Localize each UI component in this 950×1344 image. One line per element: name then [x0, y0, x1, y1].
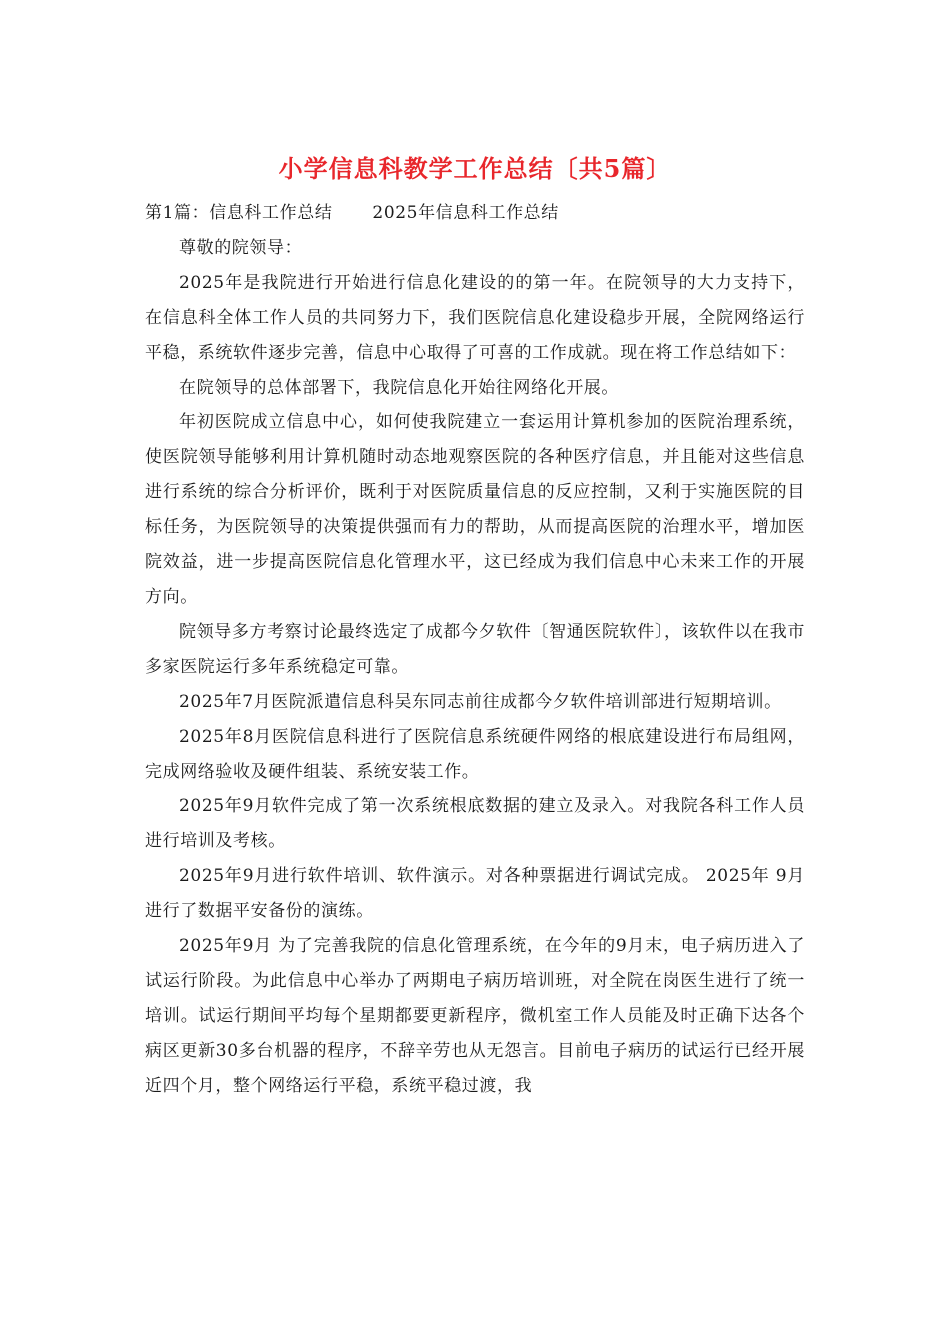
paragraph: 2025年7月医院派遣信息科吴东同志前往成都今夕软件培训部进行短期培训。 [179, 691, 782, 712]
paragraph-intro: 2025年是我院进行开始进行信息化建设的的第一年。在院领导的大力支持下，在信息科全体工作人员的共同努力下，我们医院信息化建设稳步开展，全院网络运行平稳，系统软件逐步完善，信息中心取得了可喜的工作成就。现在将工作总结如下： [145, 272, 805, 363]
paragraph: 2025年8月医院信息科进行了医院信息系统硬件网络的根底建设进行布局组网，完成网络验收及硬件组装、系统安装工作。 [145, 726, 805, 782]
document-body [145, 196, 805, 1104]
paragraph: 在院领导的总体部署下，我院信息化开始往网络化开展。 [179, 377, 619, 398]
section-part-subtitle: 2025年信息科工作总结 [372, 203, 559, 223]
paragraph: 2025年9月软件完成了第一次系统根底数据的建立及录入。对我院各科工作人员进行培训及考核。 [145, 796, 805, 852]
paragraph: 2025年9月进行软件培训、软件演示。对各种票据进行调试完成。 2025年 9月进行了数据平安备份的演练。 [145, 866, 805, 922]
section-heading [145, 196, 805, 231]
paragraph: 年初医院成立信息中心，如何使我院建立一套运用计算机参加的医院治理系统，使医院领导能够利用计算机随时动态地观察医院的各种医疗信息，并且能对这些信息进行系统的综合分析评价，既利于对医院质量信息的反应控制，又利于实施医院的目标任务，为医院领导的决策提供强而有力的帮助，从而提高医院的治理水平，增加医院效益，进一步提高医院信息化管理水平，这已经成为我们信息中心未来工作的开展方向。 [145, 412, 805, 607]
document-title: 小学信息科教学工作总结〔共5篇〕 [278, 154, 672, 183]
section-part-label: 第1篇：信息科工作总结 [145, 203, 333, 223]
salutation: 尊敬的院领导： [179, 237, 303, 258]
paragraph: 院领导多方考察讨论最终选定了成都今夕软件〔智通医院软件〕，该软件以在我市多家医院运行多年系统稳定可靠。 [145, 621, 805, 677]
paragraph: 2025年9月 为了完善我院的信息化管理系统，在今年的9月末，电子病历进入了试运行阶段。为此信息中心举办了两期电子病历培训班，对全院在岗医生进行了统一培训。试运行期间平均每个星期都要更新程序，微机室工作人员能及时正确下达各个病区更新30多台机器的程序，不辞辛劳也从无怨言。目前电子病历的试运行已经开展近四个月，整个网络运行平稳，系统平稳过渡，我 [145, 936, 805, 1096]
